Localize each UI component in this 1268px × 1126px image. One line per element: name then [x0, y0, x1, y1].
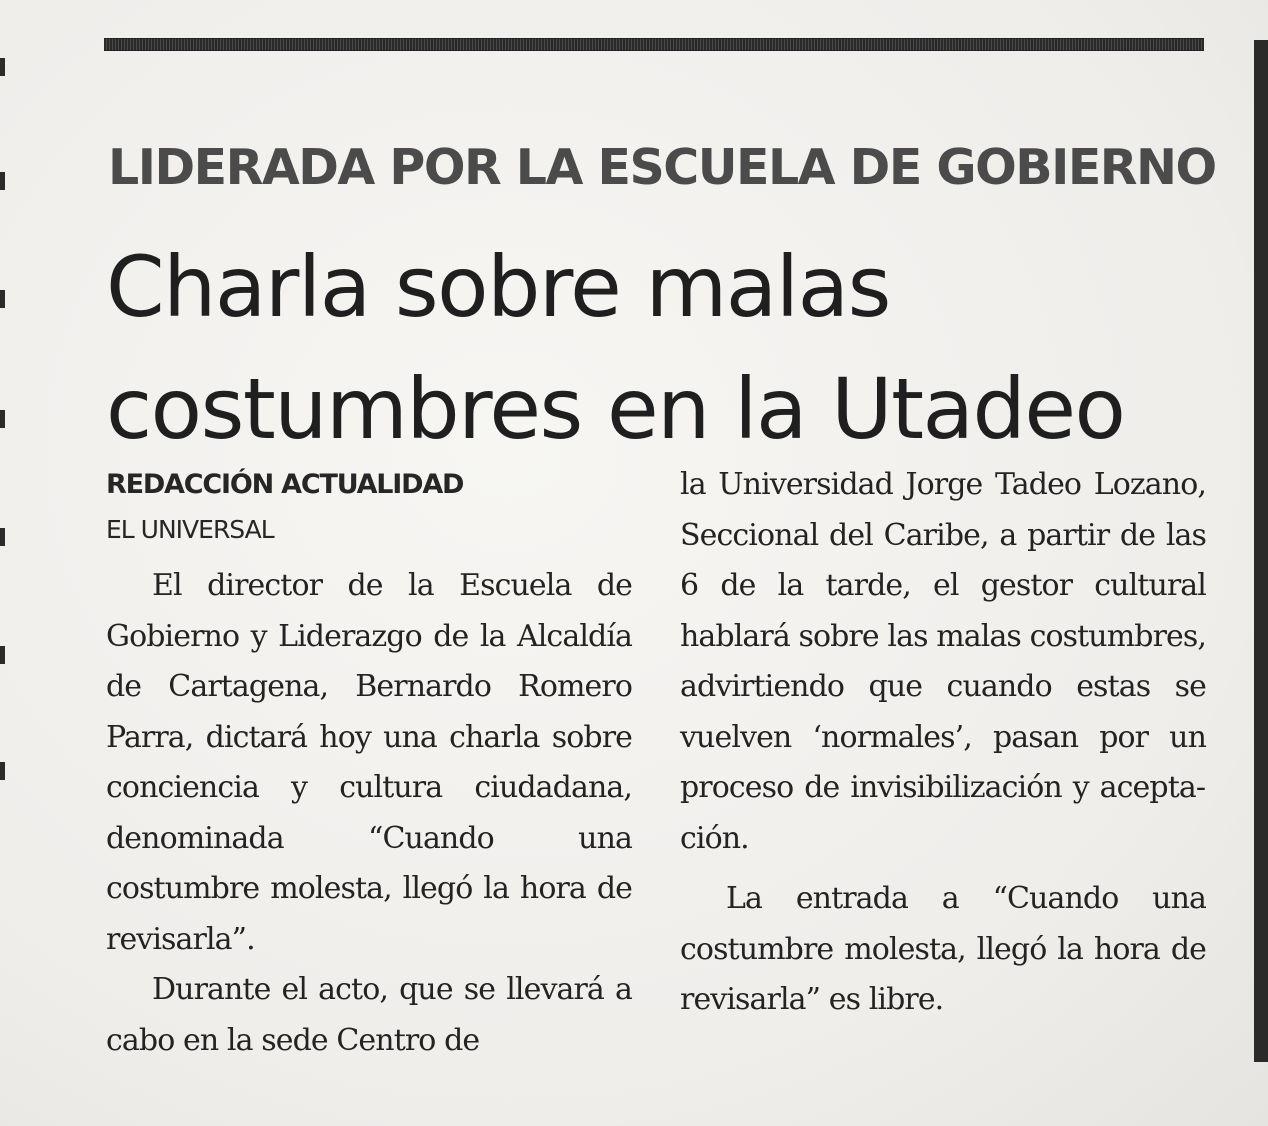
text-column-2 — [680, 460, 1206, 1026]
byline-desk: REDACCIÓN ACTUALIDAD — [106, 469, 464, 500]
kicker-headline: LIDERADA POR LA ESCUELA DE GOBIERNO — [108, 139, 1216, 196]
paragraph: El director de la Escuela de Gobierno y Liderazgo de la Alcaldía de Cartagena, Bernardo Romero Parra, dictará hoy una charla sobre conciencia y cultura ciudadana, denominada “Cuando una costumbre molesta, llegó la hora de revisarla”. — [106, 568, 632, 957]
headline — [106, 226, 1216, 470]
top-rule — [104, 38, 1204, 51]
scan-edge-mark — [0, 762, 5, 780]
headline-line-1: Charla sobre malas — [106, 238, 890, 336]
paragraph: la Universidad Jorge Tadeo Lozano, Seccional del Caribe, a partir de las 6 de la tarde, el gestor cultural hablará sobre las malas costumbres, advirtiendo que cuando estas se vuelven ‘normales’, pasan por un proceso de invisibilización y aceptación. — [680, 467, 1206, 856]
paragraph: Durante el acto, que se llevará a cabo en la sede Centro de — [106, 972, 632, 1058]
scan-edge-mark — [0, 646, 5, 664]
scan-edge-mark — [0, 58, 5, 76]
paragraph: La entrada a “Cuando una costumbre molesta, llegó la hora de revisarla” es libre. — [680, 881, 1206, 1017]
text-column-1 — [106, 561, 632, 1066]
byline — [106, 466, 636, 548]
headline-line-2: costumbres en la Utadeo — [106, 360, 1125, 458]
byline-outlet: EL UNIVERSAL — [106, 515, 274, 544]
scan-edge-mark — [0, 290, 5, 308]
scan-edge-mark — [0, 172, 5, 190]
scan-edge-mark — [0, 528, 5, 546]
scan-edge-mark — [0, 410, 5, 428]
scan-edge-strip — [1254, 40, 1268, 1062]
